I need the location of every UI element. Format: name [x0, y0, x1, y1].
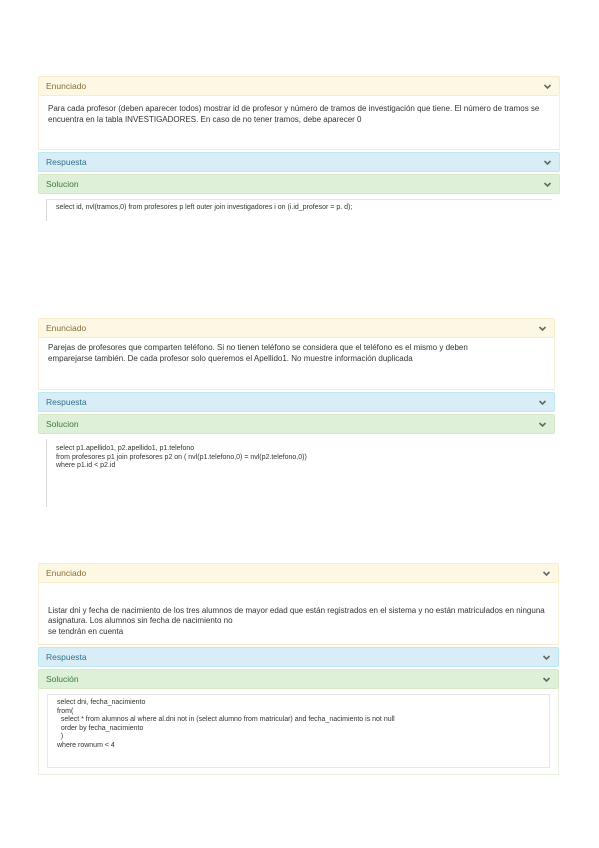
solution-code[interactable]: select id, nvl(tramos,0) from profesores p left outer join investigadores i on (i.id_profesor = p. d); — [46, 199, 552, 221]
chevron-down-icon[interactable] — [542, 653, 551, 662]
solucion-label: Solucion — [46, 179, 79, 189]
enunciado-label: Enunciado — [46, 81, 87, 91]
respuesta-header[interactable] — [38, 392, 555, 412]
chevron-down-icon[interactable] — [538, 398, 547, 407]
exercise-card-3 — [38, 563, 559, 775]
solucion-label: Solucion — [46, 419, 79, 429]
enunciado-text: Parejas de profesores que comparten teléfono. Si no tienen teléfono se considera que el teléfono es el mismo y deben emparejarse también. De cada profesor solo queremos el Apellido1. No muestre información duplicada — [48, 343, 468, 363]
solution-code[interactable]: select p1.apellido1, p2.apellido1, p1.telefono from profesores p1 join profesores p2 on ( nvl(p1.telefono,0) = nvl(p2.telefono,0)) where p1.id < p2.id — [46, 439, 547, 507]
respuesta-header[interactable] — [38, 152, 560, 172]
respuesta-label: Respuesta — [46, 157, 87, 167]
enunciado-header[interactable] — [38, 318, 555, 338]
exercise-card-1 — [38, 76, 560, 227]
enunciado-body — [38, 583, 559, 645]
solucion-header[interactable] — [38, 174, 560, 194]
solucion-body — [38, 689, 559, 775]
enunciado-text: Para cada profesor (deben aparecer todos) mostrar id de profesor y número de tramos de investigación que tiene. El número de tramos se encuentra en la tabla INVESTIGADORES. En caso de no tener tramos, debe aparecer 0 — [48, 104, 540, 124]
enunciado-text: Listar dni y fecha de nacimiento de los tres alumnos de mayor edad que están registrados en el sistema y no están matriculados en ninguna asignatura. Los alumnos sin fecha de nacimiento no se tendrán en cuenta — [48, 605, 545, 636]
solucion-label: Solución — [46, 674, 79, 684]
enunciado-body — [38, 338, 555, 390]
chevron-down-icon[interactable] — [543, 82, 552, 91]
enunciado-header[interactable] — [38, 76, 560, 96]
enunciado-body — [38, 96, 560, 150]
respuesta-label: Respuesta — [46, 652, 87, 662]
solucion-body — [38, 434, 555, 513]
chevron-down-icon[interactable] — [543, 158, 552, 167]
respuesta-label: Respuesta — [46, 397, 87, 407]
chevron-down-icon[interactable] — [542, 675, 551, 684]
enunciado-header[interactable] — [38, 563, 559, 583]
exercise-card-2 — [38, 318, 555, 513]
solucion-header[interactable] — [38, 669, 559, 689]
respuesta-header[interactable] — [38, 647, 559, 667]
solucion-body — [38, 194, 560, 227]
chevron-down-icon[interactable] — [543, 180, 552, 189]
enunciado-label: Enunciado — [46, 568, 87, 578]
solution-code[interactable]: select dni, fecha_nacimiento from( select * from alumnos al where al.dni not in (select alumno from matricular) and fecha_nacimiento is not null order by fecha_nacimiento ) where rownum < 4 — [47, 694, 550, 768]
chevron-down-icon[interactable] — [538, 420, 547, 429]
chevron-down-icon[interactable] — [538, 324, 547, 333]
enunciado-label: Enunciado — [46, 323, 87, 333]
chevron-down-icon[interactable] — [542, 569, 551, 578]
solucion-header[interactable] — [38, 414, 555, 434]
